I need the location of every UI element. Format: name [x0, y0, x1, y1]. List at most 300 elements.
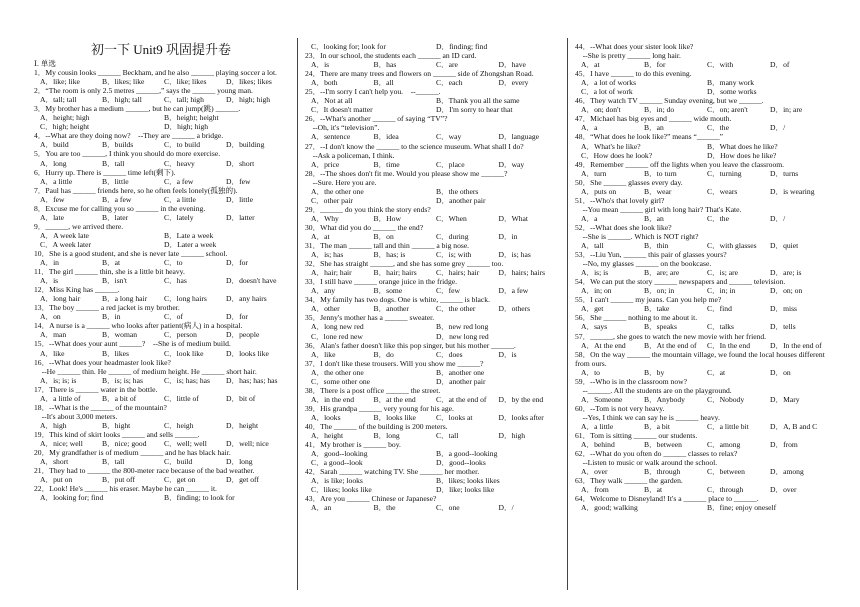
answer-option: A．short: [40, 457, 69, 467]
answer-option: C．When: [436, 213, 467, 223]
answer-option: C．way: [436, 132, 462, 142]
question-text: 43．Are you ______ Chinese or Japanese?: [305, 494, 437, 504]
answer-option: C．turning: [707, 168, 742, 178]
answer-option: A．Not at all: [311, 96, 353, 106]
answer-option: C．few: [436, 286, 461, 296]
answer-option: C．In the end: [707, 340, 751, 350]
answer-option: A．nice; well: [40, 438, 83, 448]
answer-options: [305, 78, 561, 87]
answer-option: A．At the end: [581, 340, 626, 350]
question-text: 12．Miss King has ______.: [34, 285, 120, 295]
answer-option: C．like; likes: [164, 77, 207, 87]
answer-option: A．from: [581, 485, 609, 495]
question-text: --Sure. Here you are.: [305, 177, 377, 187]
answer-option: C．little of: [164, 393, 199, 403]
answer-option: A．hair; hair: [311, 268, 352, 278]
answer-option: B．take: [644, 304, 670, 314]
question-text: 51．--Who's that lovely girl?: [575, 195, 665, 205]
answer-option: D．among: [770, 467, 804, 477]
answer-option: C．well; well: [164, 438, 207, 448]
question-text: 55．I can't ______ my jeans. Can you help me?: [575, 295, 722, 305]
question-text: --Yes, I think we can say he is ______ heavy.: [575, 412, 720, 422]
answer-option: B．a bit of: [102, 393, 137, 403]
answer-option: A．the other one: [311, 367, 364, 377]
answer-option: C．talks: [707, 322, 735, 332]
answer-option: A．is like; looks: [311, 476, 363, 486]
answer-option: A．sentence: [311, 132, 351, 142]
answer-options: [34, 258, 288, 267]
answer-option: B．isn't: [102, 276, 127, 286]
answer-option: C．are: [436, 60, 458, 70]
answer-options: [575, 87, 833, 96]
answer-option: D．way: [498, 159, 525, 169]
answer-option: A．good--looking: [311, 449, 368, 459]
answer-option: B．the others: [436, 186, 479, 196]
question-text: --She is pretty ______ long hair.: [575, 51, 681, 61]
question-text: --Listen to music or walk around the school.: [575, 458, 718, 468]
answer-option: B．put off: [102, 475, 135, 485]
answer-option: B．at: [102, 258, 121, 268]
question-text: 64．Welcome to Disneyland! It's a ______ place to ______.: [575, 494, 759, 504]
answer-option: C．get on: [164, 475, 196, 485]
question-text: 21．They had to ______ the 800-meter race because of the bad weather.: [34, 466, 255, 476]
question-text: 39．His grandpa ______ very young for his age.: [305, 403, 454, 413]
answer-option: B．between: [644, 440, 682, 450]
answer-options: [305, 476, 561, 485]
column-left: [34, 42, 288, 502]
answer-option: D．language: [498, 132, 539, 142]
question-text: --Ask a policeman, I think.: [305, 150, 395, 160]
answer-option: C．in; in: [707, 286, 736, 296]
answer-option: D．few: [226, 176, 251, 186]
answer-option: C．at: [707, 367, 726, 377]
section-heading: Ⅰ. 单选: [34, 59, 56, 68]
answer-option: A．long hair: [40, 294, 81, 304]
answer-option: C．to build: [164, 140, 201, 150]
question-text: 30．What did you do ______ the end?: [305, 222, 424, 232]
answer-option: B．At the end of: [644, 340, 697, 350]
answer-options: [305, 105, 561, 114]
answer-options: [305, 268, 561, 277]
answer-option: D．little: [226, 194, 253, 204]
answer-option: B．are; are: [644, 268, 680, 278]
answer-options: [305, 60, 561, 69]
answer-option: B．height; height: [164, 113, 219, 123]
answer-options: [575, 78, 833, 87]
answer-option: A．at: [311, 231, 330, 241]
answer-option: D．In the end of: [770, 340, 822, 350]
answer-option: C．a little bit: [707, 421, 749, 431]
answer-options: [575, 485, 833, 494]
answer-options: [305, 196, 561, 205]
answer-option: A．tall: [581, 241, 604, 251]
answer-option: D．any hairs: [226, 294, 267, 304]
answer-option: C．some other one: [311, 376, 371, 386]
answer-option: C．among: [707, 440, 741, 450]
answer-option: B．is; is; has: [102, 375, 143, 385]
answer-option: A．any: [311, 286, 336, 296]
answer-options: [34, 213, 288, 222]
answer-option: A．long new red: [311, 322, 364, 332]
answer-options: [34, 421, 288, 430]
answer-options: [305, 132, 561, 141]
answer-options: [305, 160, 561, 169]
question-text: 2．“The room is only 2.5 metres ______,” says the ______ young man.: [34, 86, 253, 96]
answer-option: A．a little: [40, 176, 73, 186]
question-text: 61．Tom is sitting ______ our students.: [575, 431, 698, 441]
answer-option: C．has: [164, 276, 187, 286]
answer-option: B．on: [373, 231, 394, 241]
question-text: --She is ______. Which is NOT right?: [575, 231, 699, 241]
question-text: 25．--I'm sorry I can't help you. --______.: [305, 87, 441, 97]
answer-option: A．height; high: [40, 113, 90, 123]
question-text: 28．--The shoes don't fit me. Would you please show me ______?: [305, 168, 508, 178]
question-text: 16．--What does your headmaster look like?: [34, 357, 171, 367]
answer-option: D．Mary: [770, 394, 800, 404]
question-text: 13．The boy ______ a red jacket is my brother.: [34, 303, 180, 313]
answer-option: D．A, B and C: [770, 421, 818, 431]
answer-options: [34, 475, 288, 484]
answer-option: A．looks: [311, 412, 341, 422]
answer-option: B．likes; looks likes: [436, 476, 500, 486]
answer-option: D．in; are: [770, 105, 803, 115]
question-text: 40．The ______ of the building is 200 meters.: [305, 421, 448, 431]
answer-option: C．through: [707, 485, 744, 495]
answer-option: D．I'm sorry to hear that: [436, 105, 513, 115]
answer-option: C．lone red new: [311, 331, 363, 341]
answer-option: A．a: [581, 123, 598, 133]
question-text: 31．The man ______ tall and thin ______ a big nose.: [305, 241, 470, 251]
answer-options: [575, 151, 833, 160]
answer-option: D．quiet: [770, 241, 799, 251]
answer-option: B．hair; hairs: [373, 268, 417, 278]
answer-option: A．on; don't: [581, 105, 621, 115]
question-text: 33．I still have ______ orange juice in the fridge.: [305, 277, 458, 287]
question-text: 45．I have ______ to do this evening.: [575, 69, 692, 79]
answer-option: B．new red long: [436, 322, 489, 332]
question-list-2: [305, 42, 561, 512]
answer-options: [34, 113, 288, 122]
question-text: 46．They watch TV ______ Sunday evening, but we ______.: [575, 96, 764, 106]
answer-option: C．place: [436, 159, 465, 169]
answer-option: C．is; with: [436, 250, 472, 260]
answer-options: [305, 431, 561, 440]
answer-option: D．like; looks like: [436, 485, 495, 495]
answer-option: B．a few: [102, 194, 132, 204]
answer-options: [305, 286, 561, 295]
page-title: 初一下 Unit9 巩固提升卷: [90, 42, 232, 57]
answer-options: [575, 187, 833, 196]
answer-option: B．How: [373, 213, 401, 223]
answer-option: A．man: [40, 330, 67, 340]
answer-option: D．bit of: [226, 393, 256, 403]
answer-options: [575, 304, 833, 313]
answer-options: [34, 349, 288, 358]
answer-options: [305, 368, 561, 377]
question-text: 22．Look! He's ______ his eraser. Maybe he can ______ it.: [34, 484, 217, 494]
answer-option: B．long: [373, 431, 400, 441]
question-text: 8．Excuse me for calling you so ______ in the evening.: [34, 203, 206, 213]
answer-option: D．good--looks: [436, 458, 486, 468]
answer-option: C．one: [436, 503, 460, 513]
question-text: --No, my glasses ______ on the bookcase.: [575, 259, 712, 269]
answer-option: C．between: [707, 467, 745, 477]
question-text: 63．They walk ______ the garden.: [575, 476, 683, 486]
question-text: 42．Sarah ______ watching TV. She ______ her mother.: [305, 467, 480, 477]
question-text: 35．Jenny's mother has a ______ sweater.: [305, 313, 435, 323]
answer-options: [34, 195, 288, 204]
answer-option: B．speaks: [644, 322, 677, 332]
answer-option: A．is: [40, 276, 59, 286]
answer-option: B．at the end: [373, 394, 416, 404]
answer-option: A．like: [40, 348, 65, 358]
answer-option: B．likes; like: [102, 77, 145, 87]
answer-option: D．Later a week: [164, 239, 217, 249]
answer-option: D．on: [770, 367, 791, 377]
answer-options: [34, 159, 288, 168]
question-text: 34．My family has two dogs. One is white, ______ is black.: [305, 295, 490, 305]
answer-option: A．in the end: [311, 394, 355, 404]
answer-option: C．looks at: [436, 412, 473, 422]
answer-option: D．by the end: [498, 394, 544, 404]
answer-options: [305, 322, 561, 331]
answer-option: A．is; has: [311, 250, 344, 260]
answer-option: B．builds: [102, 140, 134, 150]
answer-option: D．looks after: [498, 412, 544, 422]
answer-option: B．in; do: [644, 105, 675, 115]
answer-option: C．How does he look?: [581, 150, 653, 160]
answer-option: B．another one: [436, 367, 485, 377]
answer-option: B．Late a week: [164, 230, 214, 240]
answer-option: A．a little: [581, 421, 614, 431]
answer-option: B．an: [644, 123, 664, 133]
question-text: 29．______ do you think the story ends?: [305, 204, 431, 214]
answer-option: D．What: [498, 213, 529, 223]
answer-option: D．high; high: [164, 122, 209, 132]
answer-option: D．turns: [770, 168, 799, 178]
answer-option: C．lately: [164, 212, 194, 222]
answer-options: [305, 449, 561, 458]
answer-option: D．long: [226, 457, 253, 467]
answer-option: D．building: [226, 140, 265, 150]
answer-option: A．few: [40, 194, 65, 204]
answer-option: A．get: [581, 304, 604, 314]
answer-option: C．the: [707, 123, 729, 133]
answer-option: B．to turn: [644, 168, 677, 178]
answer-option: B．some: [373, 286, 403, 296]
answer-option: D．have: [498, 60, 526, 70]
answer-option: D．another pair: [436, 195, 486, 205]
question-text: 18．--What is the ______ of the mountain?: [34, 402, 167, 412]
answer-option: C．to: [164, 258, 183, 268]
answer-option: B．looks like: [373, 412, 416, 422]
answer-option: A．in; on: [581, 286, 612, 296]
answer-option: C．of: [164, 312, 183, 322]
answer-option: C．build: [164, 457, 193, 467]
answer-option: D．for: [226, 312, 248, 322]
answer-option: C．with: [707, 60, 734, 70]
column-middle: [305, 42, 561, 512]
answer-option: B．nice; good: [102, 438, 147, 448]
answer-option: C．is; are: [707, 268, 739, 278]
answer-option: C．on; aren't: [707, 105, 748, 115]
answer-option: C．It doesn't matter: [311, 105, 373, 115]
answer-option: D．tells: [770, 322, 796, 332]
answer-option: B．on; in: [644, 286, 675, 296]
answer-option: A．over: [581, 467, 608, 477]
question-text: 4．--What are they doing now? --They are ______ a bridge.: [34, 131, 224, 141]
answer-option: D．looks like: [226, 348, 269, 358]
answer-options: [34, 493, 288, 502]
question-text: 56．She ______ nothing to me about it.: [575, 313, 698, 323]
answer-option: C．A week later: [40, 239, 92, 249]
answer-option: B．high; tall: [102, 95, 142, 105]
answer-option: A．is: [311, 60, 330, 70]
question-text: 36．Alan's father doesn't like this pop singer, but his mother ______.: [305, 340, 516, 350]
answer-option: C．is; has; has: [164, 375, 210, 385]
answer-option: A．an: [311, 503, 332, 513]
question-text: 23．In our school, the students each ______ an ID card.: [305, 51, 477, 61]
answer-option: B．a good--looking: [436, 449, 498, 459]
question-text: 47．Michael has big eyes and ______ wide mouth.: [575, 114, 732, 124]
answer-option: A．at: [581, 60, 600, 70]
answer-option: B．by: [644, 367, 665, 377]
answer-option: D．are; is: [770, 268, 802, 278]
question-text: 44．--What does your sister look like?: [575, 42, 694, 51]
answer-option: A．a lot of works: [581, 78, 637, 88]
answer-options: [575, 123, 833, 132]
answer-option: C．look like: [164, 348, 204, 358]
answer-options: [305, 214, 561, 223]
answer-option: D．is; has: [498, 250, 531, 260]
question-text: 20．My grandfather is of medium ______ and he has black hair.: [34, 448, 231, 458]
question-text: 9．______, we arrived there.: [34, 221, 124, 231]
column-right: [575, 42, 833, 512]
answer-option: B．later: [102, 212, 129, 222]
question-text: 10．She is a good student, and she is never late ______ school.: [34, 248, 228, 258]
answer-options: [34, 140, 288, 149]
question-text: 5．You are too ______, I think you should do more exercise.: [34, 149, 221, 159]
answer-option: D．finding; find: [436, 42, 488, 51]
question-text: 59．--Who is in the classroom now?: [575, 376, 687, 386]
answer-option: D．new long red: [436, 331, 489, 341]
answer-option: A．both: [311, 78, 338, 88]
answer-option: B．all: [373, 78, 394, 88]
answer-option: B．Thank you all the same: [436, 96, 520, 106]
answer-option: D．every: [498, 78, 529, 88]
question-text: 14．A nurse is a ______ who looks after patient(病人) in a hospital.: [34, 321, 243, 331]
question-text: 7．Paul has ______ friends here, so he often feels lonely(孤独的).: [34, 185, 238, 195]
question-text: 52．--What does she look like?: [575, 222, 672, 232]
answer-options: [575, 440, 833, 449]
answer-options: [34, 439, 288, 448]
answer-option: B．a long hair: [102, 294, 148, 304]
answer-options: [305, 96, 561, 105]
answer-option: A．looking for; find: [40, 493, 104, 503]
answer-option: A．other: [311, 304, 340, 314]
answer-option: D．on; on: [770, 286, 803, 296]
answer-options: [34, 394, 288, 403]
answer-option: B．idea: [373, 132, 399, 142]
answer-option: D．in: [498, 231, 518, 241]
question-text: 49．Remember ______ off the lights when you leave the classroom.: [575, 159, 785, 169]
answer-options: [575, 214, 833, 223]
answer-option: B．wear: [644, 186, 672, 196]
question-text: 60．--Tom is not very heavy.: [575, 403, 665, 413]
answer-options: [305, 304, 561, 313]
answer-option: A．long: [40, 158, 67, 168]
question-text: 3．My brother has a medium ______, but he can jump(跳) ______.: [34, 104, 241, 114]
question-text: 11．The girl ______ thin, she is a little bit heavy.: [34, 267, 185, 277]
answer-option: B．Anybody: [644, 394, 685, 404]
answer-option: D．high; high: [226, 95, 271, 105]
answer-option: D．some works: [707, 87, 757, 97]
answer-option: C．a little: [164, 194, 196, 204]
answer-option: C．high; height: [40, 122, 90, 132]
question-text: 27．--I don't know the ______ to the science museum. What shall I do?: [305, 141, 524, 151]
answer-options: [34, 376, 288, 385]
answer-option: C．find: [707, 304, 732, 314]
answer-options: [575, 105, 833, 114]
answer-option: A．on: [40, 312, 61, 322]
question-text: 32．She has straight ______, and she has some grey ______ too.: [305, 259, 504, 269]
answer-options: [305, 395, 561, 404]
answer-option: B．the: [373, 503, 396, 513]
question-text: 53．--Liu Yun, ______ this pair of glasses yours?: [575, 250, 727, 260]
answer-option: D．likes; likes: [226, 77, 272, 87]
answer-option: D．of: [770, 60, 790, 70]
answer-option: C．with glasses: [707, 241, 757, 251]
answer-options: [575, 467, 833, 476]
answer-options: [34, 231, 288, 240]
answer-option: A．Why: [311, 213, 339, 223]
question-text: 62．--What do you often do ______ classes to relax?: [575, 449, 738, 459]
answer-option: B．another: [373, 304, 409, 314]
answer-option: D．/: [498, 503, 514, 513]
answer-option: C．tall; high: [164, 95, 204, 105]
answer-options: [305, 458, 561, 467]
answer-option: D．another pair: [436, 376, 486, 386]
answer-option: B．do: [373, 349, 394, 359]
answer-option: D．latter: [226, 212, 255, 222]
answer-option: B．in: [102, 312, 121, 322]
answer-options: [305, 350, 561, 359]
answer-option: C．a good--look: [311, 458, 363, 468]
answer-option: B．an: [644, 213, 664, 223]
answer-option: D．hairs; hairs: [498, 268, 546, 278]
answer-option: B．hight: [102, 420, 131, 430]
answer-option: C．tall: [436, 431, 459, 441]
question-text: 6．Hurry up. There is ______ time left(剩下).: [34, 167, 176, 177]
answer-option: A．late: [40, 212, 65, 222]
answer-option: D．over: [770, 485, 797, 495]
question-text: --It's about 3,000 meters.: [34, 411, 118, 421]
answer-option: A．puts on: [581, 186, 617, 196]
answer-option: C．heigh: [164, 420, 194, 430]
answer-option: D．get off: [226, 475, 259, 485]
answer-options: [575, 286, 833, 295]
answer-option: D．height: [226, 420, 259, 430]
answer-option: C．the: [707, 213, 729, 223]
answer-option: C．the other: [436, 304, 476, 314]
answer-option: D．for: [226, 258, 248, 268]
answer-options: [575, 422, 833, 431]
question-text: --He ______ thin. He ______ of medium height. He ______ short hair.: [34, 366, 257, 376]
answer-options: [305, 413, 561, 422]
answer-option: D．doesn't have: [226, 276, 277, 286]
answer-option: A．is; is: [581, 268, 609, 278]
answer-option: A．turn: [581, 168, 607, 178]
